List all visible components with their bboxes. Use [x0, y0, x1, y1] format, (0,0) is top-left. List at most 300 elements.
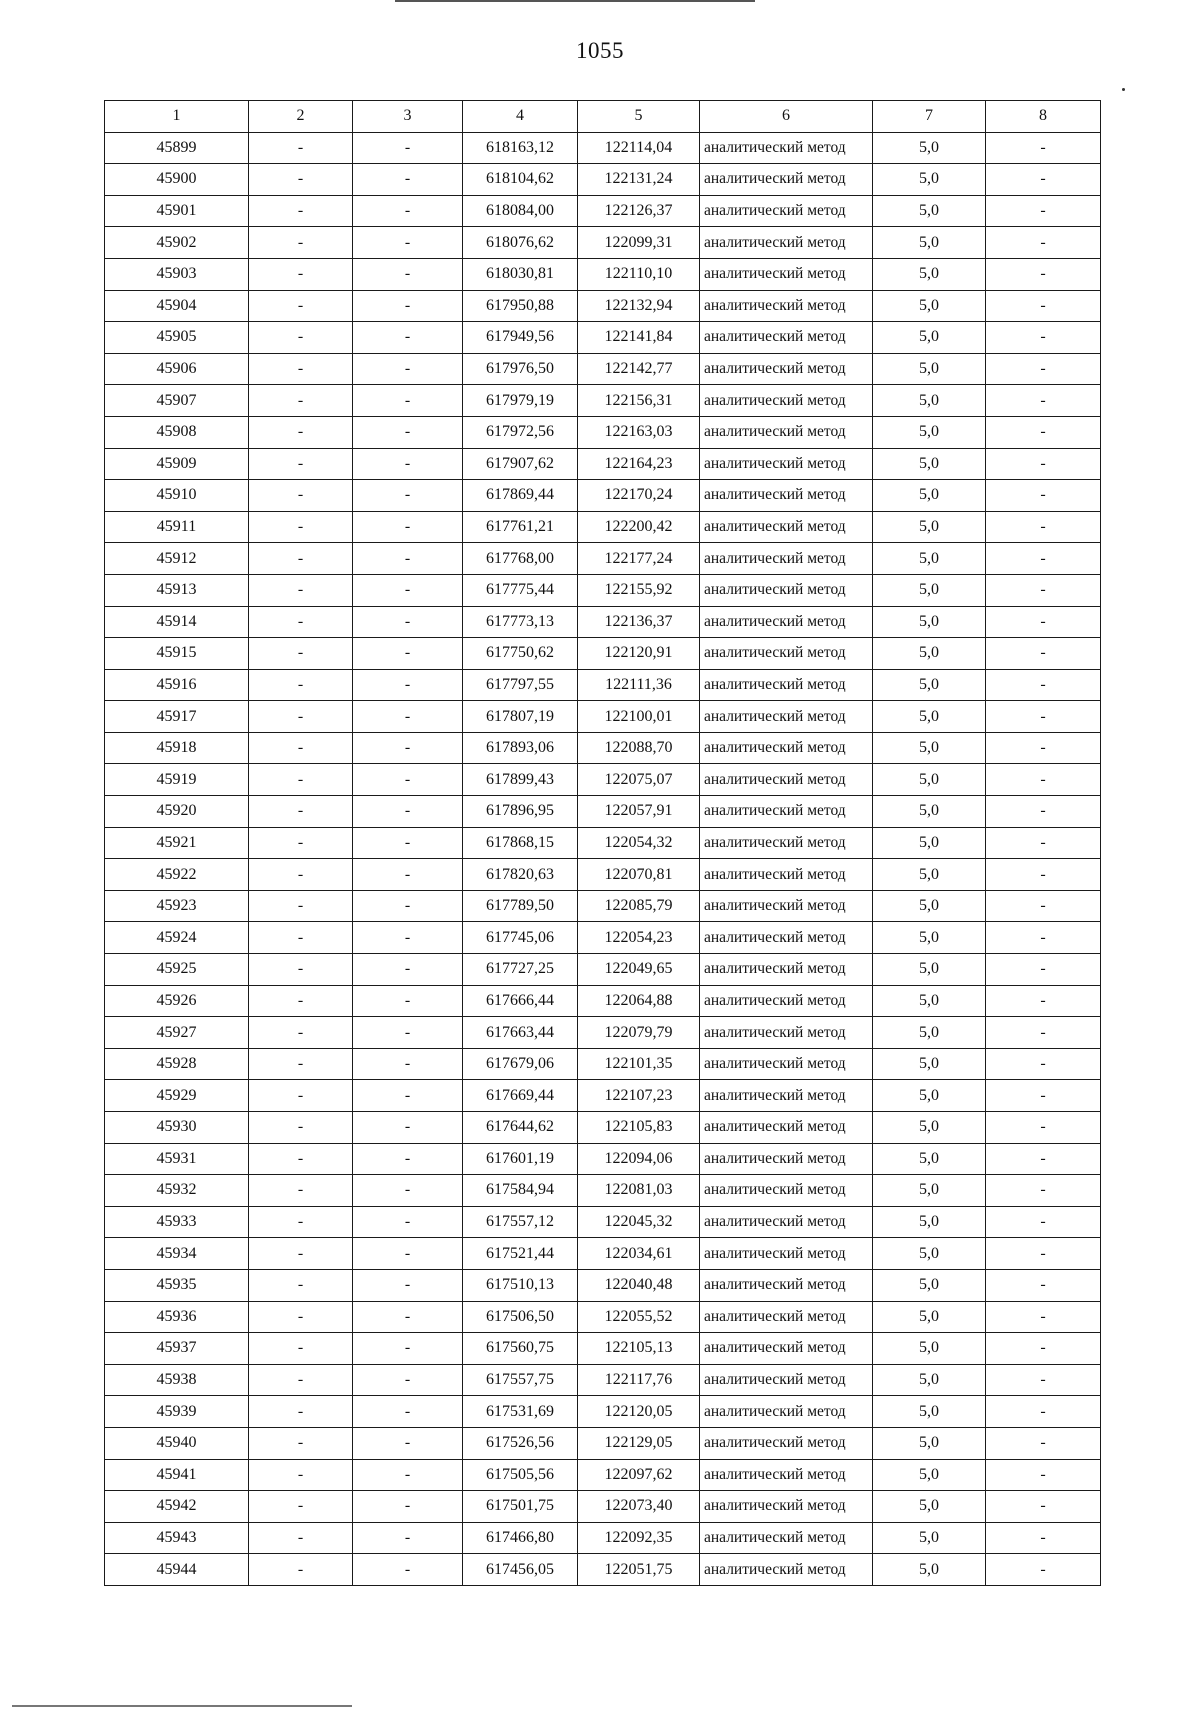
table-cell: 5,0: [873, 701, 986, 733]
table-cell: 618084,00: [463, 195, 578, 227]
table-row: [105, 195, 1101, 227]
table-row: [105, 638, 1101, 670]
table-cell: 122110,10: [578, 258, 700, 290]
table-cell: 5,0: [873, 796, 986, 828]
table-cell: -: [986, 416, 1101, 448]
table-cell: 5,0: [873, 1333, 986, 1365]
table-cell: аналитический метод: [700, 511, 873, 543]
table-cell: 5,0: [873, 638, 986, 670]
table-cell: аналитический метод: [700, 890, 873, 922]
table-cell: -: [986, 1080, 1101, 1112]
table-cell: -: [986, 1459, 1101, 1491]
table-cell: 45908: [105, 416, 249, 448]
table-cell: аналитический метод: [700, 448, 873, 480]
table-cell: -: [353, 859, 463, 891]
table-cell: -: [353, 511, 463, 543]
table-row: [105, 1459, 1101, 1491]
table-cell: -: [986, 1017, 1101, 1049]
table-cell: аналитический метод: [700, 1459, 873, 1491]
table-cell: 5,0: [873, 1522, 986, 1554]
table-cell: 122100,01: [578, 701, 700, 733]
table-cell: -: [353, 1301, 463, 1333]
table-cell: -: [353, 385, 463, 417]
table-cell: -: [353, 132, 463, 164]
table-row: [105, 385, 1101, 417]
table-cell: аналитический метод: [700, 1175, 873, 1207]
table-cell: -: [353, 290, 463, 322]
table-cell: 122092,35: [578, 1522, 700, 1554]
table-cell: -: [249, 985, 353, 1017]
table-cell: 617745,06: [463, 922, 578, 954]
table-cell: -: [249, 859, 353, 891]
table-cell: 122034,61: [578, 1238, 700, 1270]
table-cell: -: [353, 543, 463, 575]
table-cell: -: [353, 1333, 463, 1365]
table-cell: 122107,23: [578, 1080, 700, 1112]
table-cell: -: [249, 385, 353, 417]
table-row: [105, 322, 1101, 354]
table-cell: аналитический метод: [700, 796, 873, 828]
table-cell: 617750,62: [463, 638, 578, 670]
table-cell: 122101,35: [578, 1048, 700, 1080]
table-cell: 45932: [105, 1175, 249, 1207]
table-row: [105, 1048, 1101, 1080]
table-cell: -: [249, 511, 353, 543]
column-header: 4: [463, 101, 578, 133]
table-row: [105, 1333, 1101, 1365]
table-cell: 45936: [105, 1301, 249, 1333]
table-cell: аналитический метод: [700, 164, 873, 196]
table-cell: 45924: [105, 922, 249, 954]
table-cell: аналитический метод: [700, 985, 873, 1017]
table-cell: -: [986, 290, 1101, 322]
table-cell: аналитический метод: [700, 258, 873, 290]
table-cell: -: [353, 827, 463, 859]
table-cell: 618163,12: [463, 132, 578, 164]
table-cell: -: [249, 701, 353, 733]
table-cell: 5,0: [873, 732, 986, 764]
table-cell: аналитический метод: [700, 1522, 873, 1554]
table-row: [105, 606, 1101, 638]
table-row: [105, 543, 1101, 575]
table-cell: 617510,13: [463, 1269, 578, 1301]
table-cell: 5,0: [873, 1269, 986, 1301]
table-cell: 122163,03: [578, 416, 700, 448]
table-cell: 122045,32: [578, 1206, 700, 1238]
table-cell: аналитический метод: [700, 1112, 873, 1144]
table-row: [105, 132, 1101, 164]
table-cell: 617773,13: [463, 606, 578, 638]
table-cell: 617761,21: [463, 511, 578, 543]
table-row: [105, 290, 1101, 322]
table-cell: 122094,06: [578, 1143, 700, 1175]
table-cell: -: [249, 1175, 353, 1207]
table-cell: 122136,37: [578, 606, 700, 638]
table-cell: 122051,75: [578, 1554, 700, 1586]
table-cell: 5,0: [873, 922, 986, 954]
table-cell: аналитический метод: [700, 1333, 873, 1365]
table-cell: 617666,44: [463, 985, 578, 1017]
table-row: [105, 448, 1101, 480]
table-cell: -: [353, 322, 463, 354]
table-cell: -: [249, 1364, 353, 1396]
table-cell: -: [353, 1554, 463, 1586]
table-cell: 45911: [105, 511, 249, 543]
table-cell: -: [986, 258, 1101, 290]
table-cell: -: [249, 1333, 353, 1365]
table-cell: -: [353, 1522, 463, 1554]
table-cell: аналитический метод: [700, 1017, 873, 1049]
table-row: [105, 1206, 1101, 1238]
table-cell: 45934: [105, 1238, 249, 1270]
table-cell: 617797,55: [463, 669, 578, 701]
table-cell: -: [249, 132, 353, 164]
table-cell: 617820,63: [463, 859, 578, 891]
table-cell: 617669,44: [463, 1080, 578, 1112]
table-cell: 122088,70: [578, 732, 700, 764]
table-row: [105, 954, 1101, 986]
table-cell: 5,0: [873, 985, 986, 1017]
table-cell: -: [353, 1143, 463, 1175]
table-cell: 122129,05: [578, 1427, 700, 1459]
table-cell: 122117,76: [578, 1364, 700, 1396]
table-cell: 45907: [105, 385, 249, 417]
table-cell: -: [353, 164, 463, 196]
table-cell: 122054,23: [578, 922, 700, 954]
table-cell: 617531,69: [463, 1396, 578, 1428]
table-row: [105, 164, 1101, 196]
table-cell: 5,0: [873, 1427, 986, 1459]
table-cell: аналитический метод: [700, 1048, 873, 1080]
table-cell: аналитический метод: [700, 416, 873, 448]
table-cell: 45906: [105, 353, 249, 385]
table-cell: -: [353, 574, 463, 606]
table-cell: 45909: [105, 448, 249, 480]
table-cell: -: [986, 764, 1101, 796]
table-cell: 45915: [105, 638, 249, 670]
table-cell: -: [249, 164, 353, 196]
table-cell: 5,0: [873, 859, 986, 891]
table-cell: 617807,19: [463, 701, 578, 733]
table-row: [105, 859, 1101, 891]
table-cell: 122040,48: [578, 1269, 700, 1301]
table-cell: -: [353, 1396, 463, 1428]
table-cell: 617893,06: [463, 732, 578, 764]
table-cell: 5,0: [873, 1048, 986, 1080]
table-cell: -: [353, 1175, 463, 1207]
table-cell: аналитический метод: [700, 638, 873, 670]
table-row: [105, 1238, 1101, 1270]
table-cell: 5,0: [873, 1301, 986, 1333]
table-cell: 45900: [105, 164, 249, 196]
table-cell: 617501,75: [463, 1491, 578, 1523]
table-cell: 45933: [105, 1206, 249, 1238]
table-cell: 5,0: [873, 1491, 986, 1523]
table-cell: 617789,50: [463, 890, 578, 922]
table-cell: 122054,32: [578, 827, 700, 859]
table-cell: -: [353, 1364, 463, 1396]
table-row: [105, 827, 1101, 859]
table-cell: 5,0: [873, 669, 986, 701]
table-cell: -: [249, 638, 353, 670]
table-cell: 122073,40: [578, 1491, 700, 1523]
table-cell: 5,0: [873, 322, 986, 354]
table-cell: -: [249, 1269, 353, 1301]
table-cell: 617896,95: [463, 796, 578, 828]
table-cell: 5,0: [873, 1080, 986, 1112]
table-cell: -: [986, 195, 1101, 227]
table-cell: 45901: [105, 195, 249, 227]
table-cell: -: [353, 796, 463, 828]
table-cell: аналитический метод: [700, 574, 873, 606]
table-row: [105, 1364, 1101, 1396]
table-cell: 617907,62: [463, 448, 578, 480]
table-cell: -: [249, 1427, 353, 1459]
table-cell: -: [986, 1048, 1101, 1080]
table-cell: -: [249, 827, 353, 859]
table-cell: 45921: [105, 827, 249, 859]
table-row: [105, 1427, 1101, 1459]
table-cell: 45910: [105, 480, 249, 512]
table-cell: 617768,00: [463, 543, 578, 575]
table-cell: -: [249, 1112, 353, 1144]
table-cell: -: [353, 954, 463, 986]
table-cell: аналитический метод: [700, 669, 873, 701]
table-cell: -: [249, 1459, 353, 1491]
table-cell: -: [986, 890, 1101, 922]
table-cell: 5,0: [873, 1017, 986, 1049]
table-cell: -: [353, 985, 463, 1017]
table-cell: -: [986, 448, 1101, 480]
table-cell: -: [249, 954, 353, 986]
table-cell: 5,0: [873, 1206, 986, 1238]
table-row: [105, 890, 1101, 922]
table-cell: 45930: [105, 1112, 249, 1144]
table-cell: 122111,36: [578, 669, 700, 701]
table-cell: 122156,31: [578, 385, 700, 417]
table-cell: 45944: [105, 1554, 249, 1586]
table-cell: 617557,75: [463, 1364, 578, 1396]
table-row: [105, 922, 1101, 954]
table-cell: -: [986, 1427, 1101, 1459]
table-cell: аналитический метод: [700, 1364, 873, 1396]
table-cell: 45925: [105, 954, 249, 986]
table-cell: -: [249, 1048, 353, 1080]
table-cell: 122164,23: [578, 448, 700, 480]
table-cell: -: [249, 1143, 353, 1175]
table-cell: -: [353, 669, 463, 701]
table-cell: -: [353, 638, 463, 670]
table-cell: -: [986, 164, 1101, 196]
table-row: [105, 1269, 1101, 1301]
table-cell: 617644,62: [463, 1112, 578, 1144]
table-cell: 5,0: [873, 1112, 986, 1144]
table-cell: 122070,81: [578, 859, 700, 891]
table-cell: аналитический метод: [700, 195, 873, 227]
table-cell: -: [353, 258, 463, 290]
table-cell: -: [986, 511, 1101, 543]
table-cell: 617976,50: [463, 353, 578, 385]
table-cell: -: [249, 764, 353, 796]
table-cell: 617466,80: [463, 1522, 578, 1554]
table-cell: -: [353, 480, 463, 512]
table-cell: -: [249, 1238, 353, 1270]
table-cell: аналитический метод: [700, 1491, 873, 1523]
table-cell: аналитический метод: [700, 954, 873, 986]
table-cell: 5,0: [873, 1396, 986, 1428]
table-cell: -: [249, 353, 353, 385]
table-cell: -: [986, 353, 1101, 385]
table-cell: -: [353, 922, 463, 954]
table-row: [105, 480, 1101, 512]
table-cell: 45902: [105, 227, 249, 259]
table-cell: -: [249, 1396, 353, 1428]
table-cell: аналитический метод: [700, 827, 873, 859]
table-cell: -: [353, 1491, 463, 1523]
table-cell: 617679,06: [463, 1048, 578, 1080]
table-cell: 45939: [105, 1396, 249, 1428]
table-cell: аналитический метод: [700, 922, 873, 954]
table-cell: 45938: [105, 1364, 249, 1396]
table-cell: аналитический метод: [700, 480, 873, 512]
table-cell: 5,0: [873, 1459, 986, 1491]
table-cell: -: [986, 1143, 1101, 1175]
table-cell: 5,0: [873, 511, 986, 543]
table-row: [105, 1143, 1101, 1175]
column-header: 1: [105, 101, 249, 133]
table-row: [105, 1396, 1101, 1428]
table-cell: аналитический метод: [700, 1080, 873, 1112]
table-row: [105, 227, 1101, 259]
table-cell: 45941: [105, 1459, 249, 1491]
table-row: [105, 353, 1101, 385]
table-cell: аналитический метод: [700, 764, 873, 796]
table-cell: 5,0: [873, 1238, 986, 1270]
table-row: [105, 574, 1101, 606]
table-cell: аналитический метод: [700, 1427, 873, 1459]
table-cell: 45937: [105, 1333, 249, 1365]
table-cell: -: [986, 1522, 1101, 1554]
table-cell: -: [986, 1238, 1101, 1270]
table-row: [105, 1301, 1101, 1333]
table-cell: -: [986, 732, 1101, 764]
table-cell: -: [986, 669, 1101, 701]
table-cell: 5,0: [873, 132, 986, 164]
table-row: [105, 1080, 1101, 1112]
table-cell: 45918: [105, 732, 249, 764]
top-edge-rule: [395, 0, 755, 2]
table-cell: 45943: [105, 1522, 249, 1554]
column-header: 3: [353, 101, 463, 133]
table-cell: -: [249, 543, 353, 575]
table-cell: -: [986, 385, 1101, 417]
table-cell: 5,0: [873, 258, 986, 290]
table-cell: 617526,56: [463, 1427, 578, 1459]
table-row: [105, 1491, 1101, 1523]
table-cell: -: [353, 1048, 463, 1080]
table-row: [105, 511, 1101, 543]
bottom-edge-rule: [12, 1705, 352, 1707]
table-row: [105, 985, 1101, 1017]
table-cell: 5,0: [873, 385, 986, 417]
column-header: 2: [249, 101, 353, 133]
table-cell: 5,0: [873, 480, 986, 512]
coordinates-table: [104, 100, 1101, 1586]
table-row: [105, 1554, 1101, 1586]
table-row: [105, 1522, 1101, 1554]
table-cell: -: [249, 227, 353, 259]
table-cell: -: [986, 543, 1101, 575]
table-cell: -: [353, 1017, 463, 1049]
table-cell: -: [986, 1112, 1101, 1144]
table-cell: -: [353, 1112, 463, 1144]
column-header: 6: [700, 101, 873, 133]
table-cell: -: [986, 1396, 1101, 1428]
table-cell: 122079,79: [578, 1017, 700, 1049]
table-cell: 45916: [105, 669, 249, 701]
table-cell: 5,0: [873, 954, 986, 986]
table-cell: аналитический метод: [700, 385, 873, 417]
table-cell: 45942: [105, 1491, 249, 1523]
table-cell: 45923: [105, 890, 249, 922]
table-row: [105, 258, 1101, 290]
table-cell: -: [986, 1333, 1101, 1365]
table-cell: 45912: [105, 543, 249, 575]
table-cell: 122049,65: [578, 954, 700, 986]
table-cell: -: [986, 574, 1101, 606]
table-body: [105, 132, 1101, 1585]
table-cell: -: [249, 732, 353, 764]
table-cell: -: [986, 1175, 1101, 1207]
table-cell: -: [986, 1491, 1101, 1523]
table-cell: 122075,07: [578, 764, 700, 796]
table-cell: 45940: [105, 1427, 249, 1459]
table-row: [105, 669, 1101, 701]
table-cell: аналитический метод: [700, 1238, 873, 1270]
table-cell: -: [249, 1491, 353, 1523]
table-cell: -: [986, 1554, 1101, 1586]
table-cell: 122131,24: [578, 164, 700, 196]
table-cell: 45904: [105, 290, 249, 322]
table-cell: 122064,88: [578, 985, 700, 1017]
table-row: [105, 796, 1101, 828]
table-cell: аналитический метод: [700, 1269, 873, 1301]
table-cell: 122120,05: [578, 1396, 700, 1428]
table-cell: 5,0: [873, 1364, 986, 1396]
table-cell: -: [353, 353, 463, 385]
table-cell: аналитический метод: [700, 701, 873, 733]
table-cell: 122097,62: [578, 1459, 700, 1491]
table-row: [105, 1175, 1101, 1207]
table-cell: 5,0: [873, 164, 986, 196]
table-cell: -: [249, 606, 353, 638]
table-row: [105, 1112, 1101, 1144]
table-cell: -: [986, 827, 1101, 859]
table-header-row: [105, 101, 1101, 133]
table-cell: -: [249, 1301, 353, 1333]
table-cell: 45917: [105, 701, 249, 733]
table-cell: 617557,12: [463, 1206, 578, 1238]
table-cell: аналитический метод: [700, 859, 873, 891]
table-cell: -: [249, 448, 353, 480]
table-cell: 618076,62: [463, 227, 578, 259]
table-cell: 5,0: [873, 353, 986, 385]
table-row: [105, 416, 1101, 448]
table-cell: 5,0: [873, 827, 986, 859]
table-cell: 5,0: [873, 606, 986, 638]
table-cell: 618030,81: [463, 258, 578, 290]
table-cell: 122142,77: [578, 353, 700, 385]
